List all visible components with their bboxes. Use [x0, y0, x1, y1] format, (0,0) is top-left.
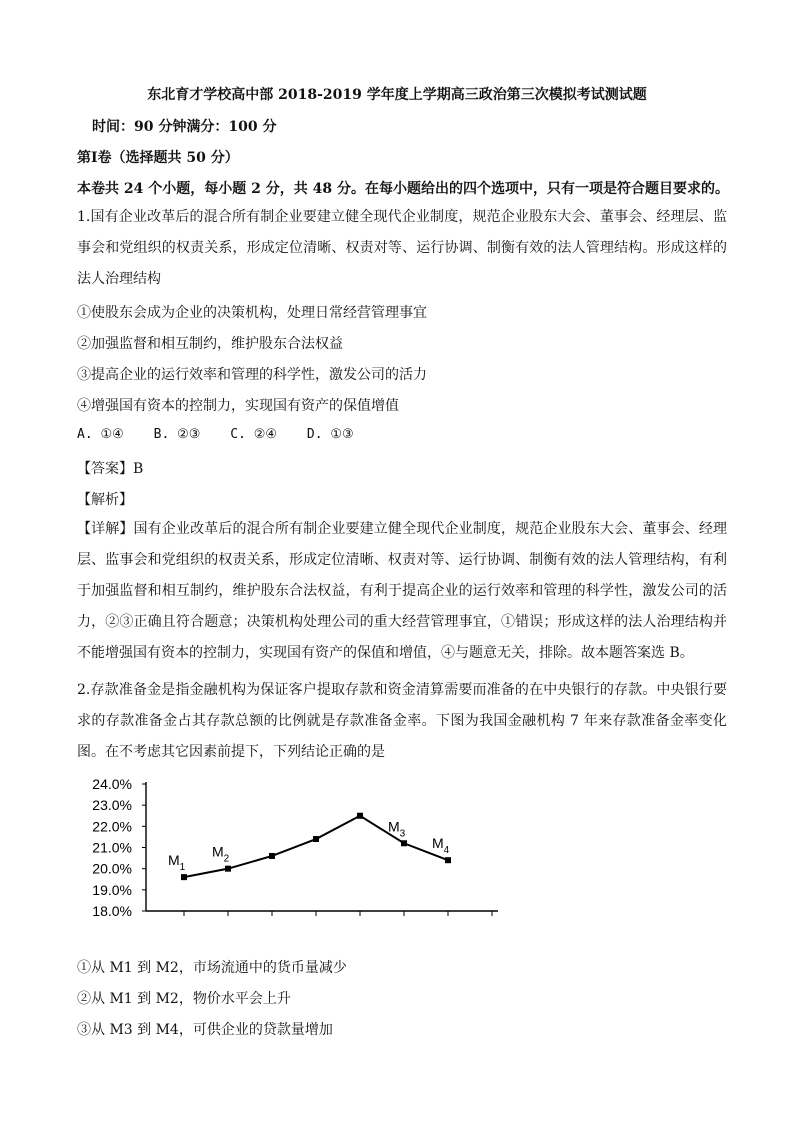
exam-info: 时间：90 分钟满分：100 分	[92, 119, 277, 135]
q2-item-2: ②从 M1 到 M2，物价水平会上升	[77, 991, 291, 1007]
page-title: 东北育才学校高中部 2018-2019 学年度上学期高三政治第三次模拟考试测试题	[147, 87, 647, 103]
data-point	[445, 857, 451, 863]
y-tick-label: 23.0%	[92, 797, 132, 814]
q1-answer: 【答案】B	[77, 461, 144, 477]
q1-detail: 【详解】国有企业改革后的混合所有制企业要建立健全现代企业制度，规范企业股东大会、董事会、经理层、监事会和党组织的权责关系，形成定位清晰、权责对等、运行协调、制衡有效的法人管理结构，有利于加强监督和相互制约，维护股东合法权益，有利于提高企业的运行效率和管理的科学性，激发公司的活力，②③正确且符合题意；决策机构处理公司的重大经营管理事宜，①错误；形成这样的法人治理结构并不能增强国有资本的控制力，实现国有资产的保值和增值，④与题意无关，排除。故本题答案选 B。	[77, 521, 727, 661]
y-tick-label: 20.0%	[92, 860, 132, 877]
q1-item-1: ①使股东会成为企业的决策机构，处理日常经营管理事宜	[77, 305, 427, 321]
q1-item-2: ②加强监督和相互制约，维护股东合法权益	[77, 336, 343, 352]
q1-option-d: D. ①③	[306, 427, 354, 442]
y-tick-label: 19.0%	[92, 881, 132, 898]
section-title: 第Ⅰ卷（选择题共 50 分）	[77, 150, 239, 166]
reserve-ratio-line-chart	[70, 768, 510, 943]
point-label: $M_3$	[388, 818, 406, 840]
data-point	[357, 813, 363, 819]
q1-options	[77, 427, 376, 442]
data-point	[181, 874, 187, 880]
point-label: $M_1$	[168, 852, 186, 874]
y-tick-label: 24.0%	[92, 776, 132, 792]
y-tick-label: 18.0%	[92, 903, 132, 919]
q1-item-4: ④增强国有资本的控制力，实现国有资产的保值增值	[77, 398, 399, 414]
point-label: $M_4$	[432, 835, 450, 857]
q1-stem: 1.国有企业改革后的混合所有制企业要建立健全现代企业制度，规范企业股东大会、董事会、经理层、监事会和党组织的权责关系，形成定位清晰、权责对等、运行协调、制衡有效的法人管理结构。形成这样的法人治理结构	[77, 209, 727, 287]
q1-analysis-label: 【解析】	[77, 492, 133, 508]
q1-option-b: B. ②③	[153, 427, 201, 442]
y-tick-label: 22.0%	[92, 818, 132, 835]
q2-item-1: ①从 M1 到 M2，市场流通中的货币量减少	[77, 960, 347, 976]
point-label: $M_2$	[212, 843, 230, 865]
instructions: 本卷共 24 个小题，每小题 2 分，共 48 分。在每小题给出的四个选项中，只有一项是符合题目要求的。	[77, 181, 729, 197]
q2-item-3: ③从 M3 到 M4，可供企业的贷款量增加	[77, 1022, 333, 1038]
q2-stem: 2.存款准备金是指金融机构为保证客户提取存款和资金清算需要而准备的在中央银行的存款。中央银行要求的存款准备金占其存款总额的比例就是存款准备金率。下图为我国金融机构 7 年来存款准备金率变化图。在不考虑其它因素前提下，下列结论正确的是	[77, 682, 727, 760]
q1-option-c: C. ②④	[230, 427, 278, 442]
data-point	[313, 836, 319, 842]
q1-option-a: A. ①④	[77, 427, 124, 442]
data-point	[225, 866, 231, 872]
data-point	[401, 840, 407, 846]
data-point	[269, 853, 275, 859]
q1-item-3: ③提高企业的运行效率和管理的科学性，激发公司的活力	[77, 367, 427, 383]
y-tick-label: 21.0%	[92, 839, 132, 856]
